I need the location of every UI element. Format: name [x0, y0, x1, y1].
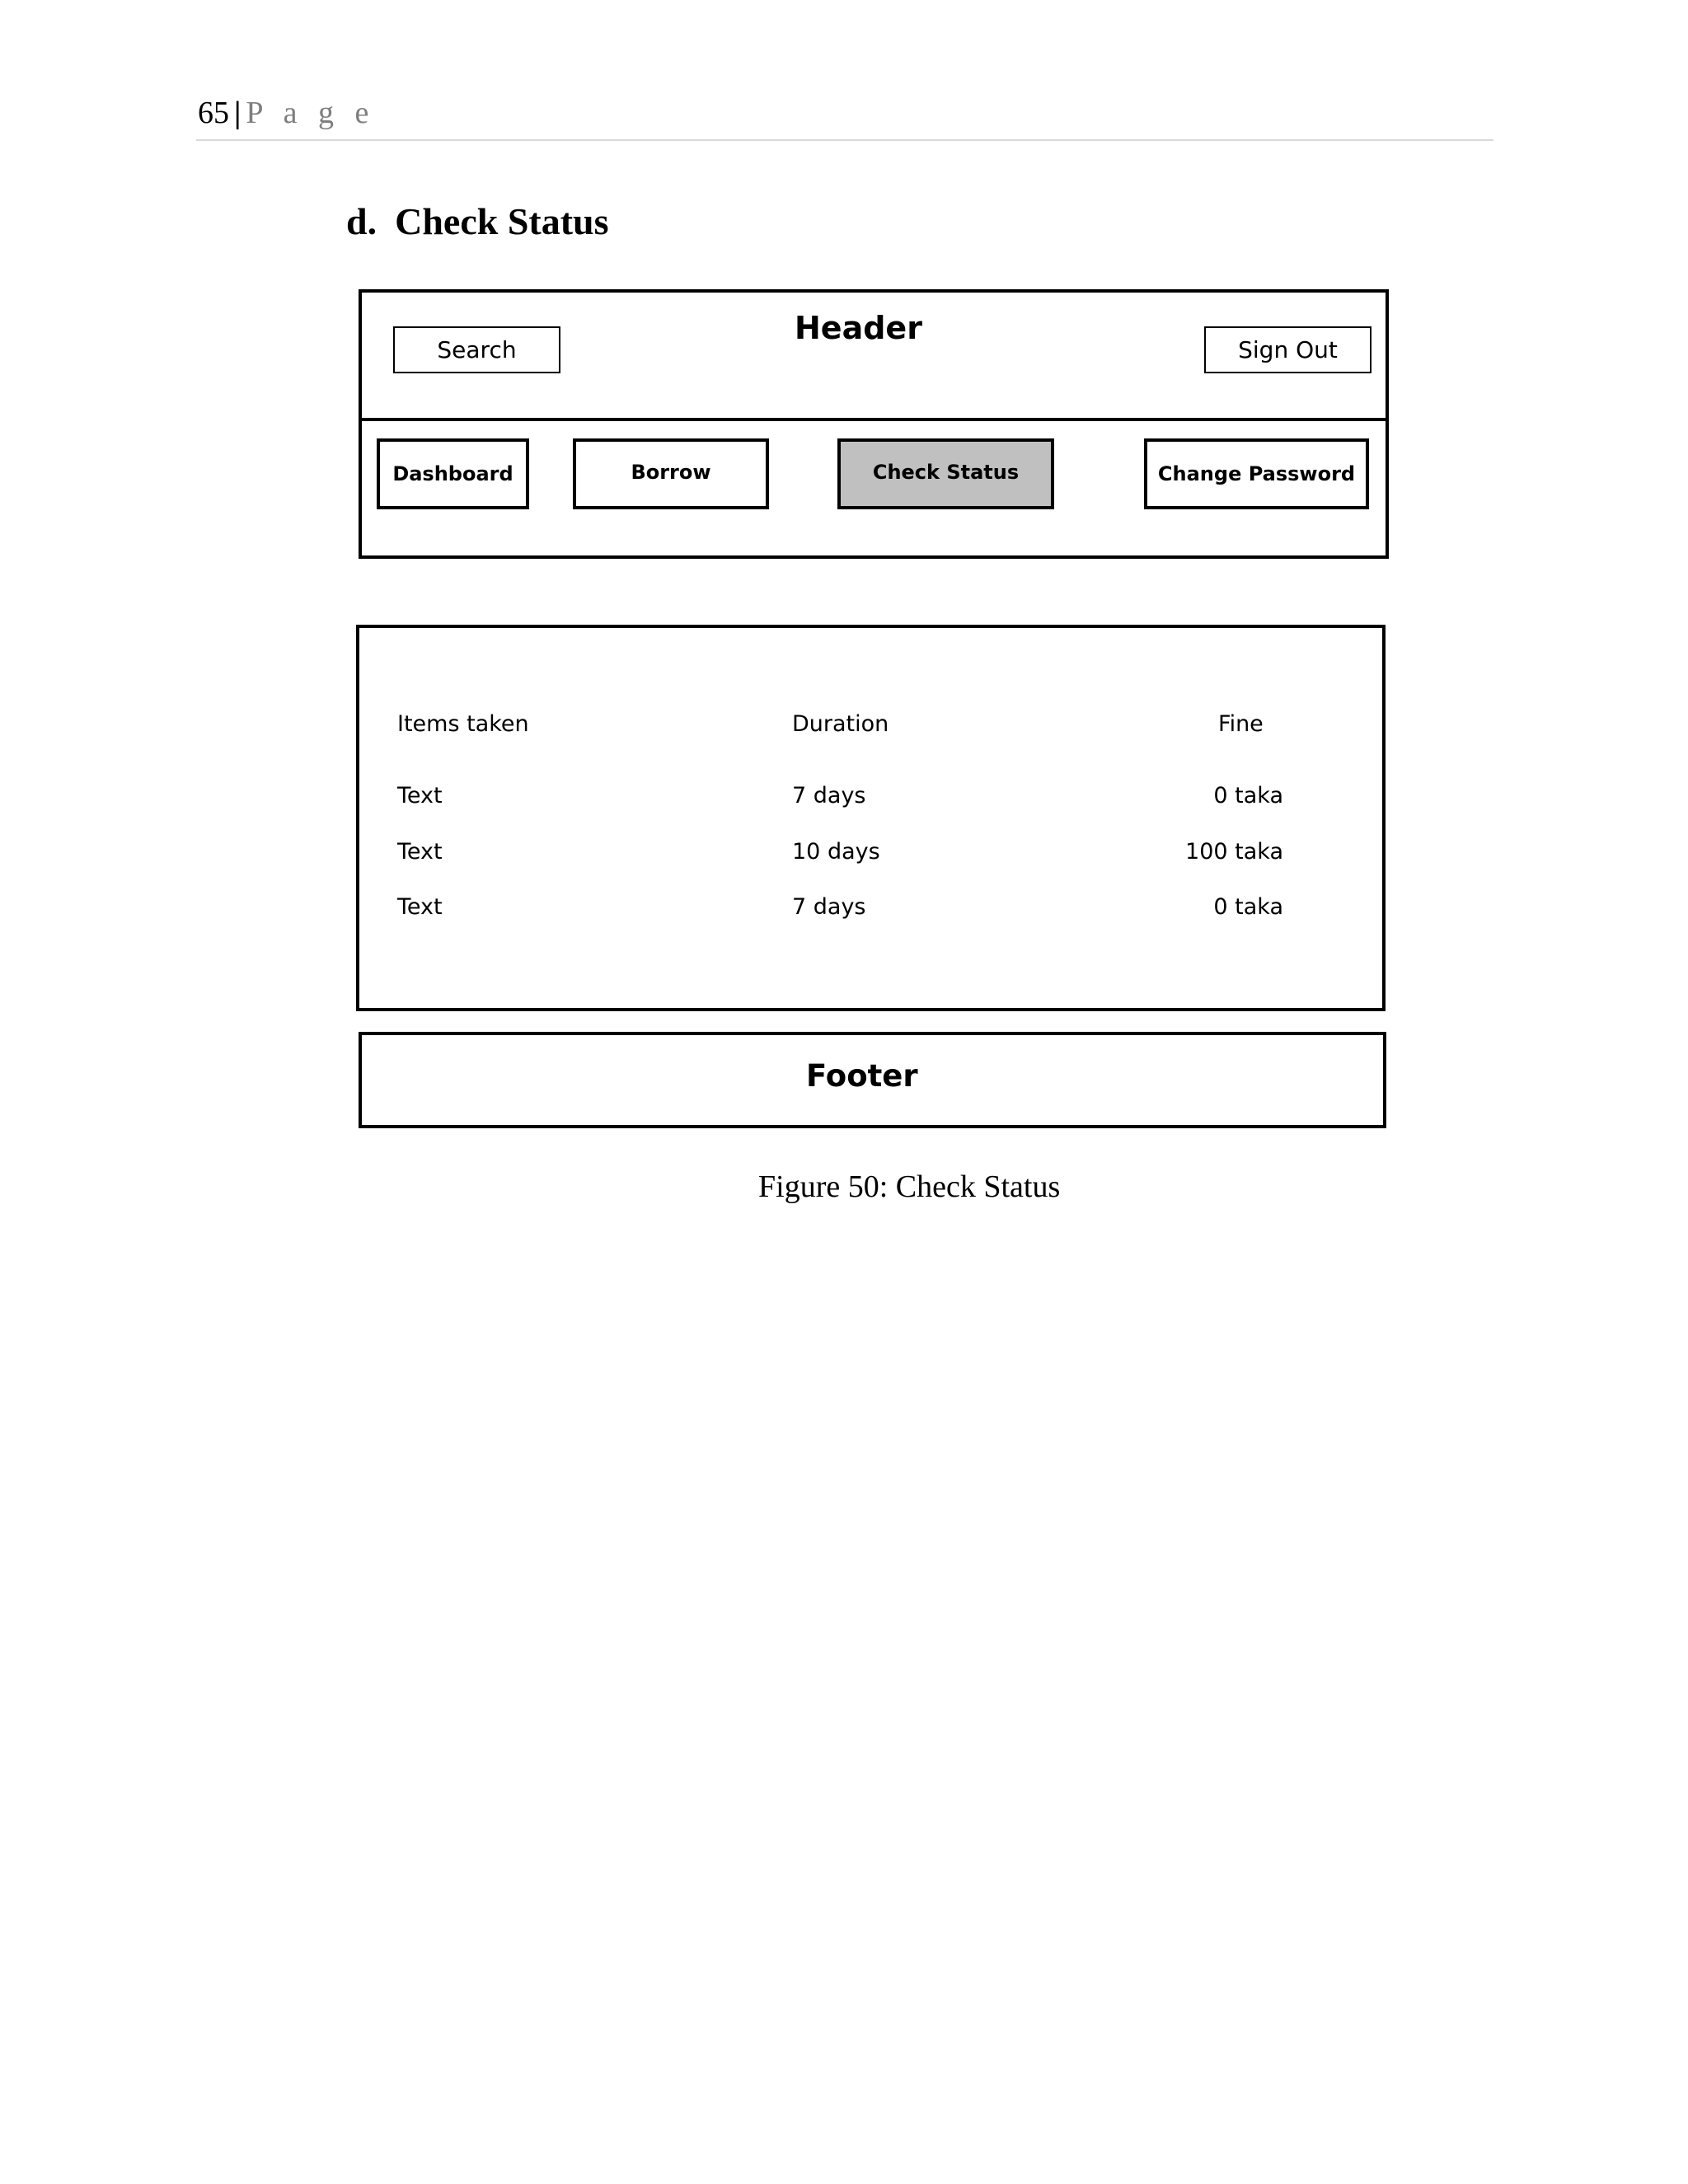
- column-header-fine: Fine: [1218, 711, 1264, 737]
- row-3-item: Text: [397, 894, 443, 920]
- footer-label: Footer: [806, 1058, 918, 1094]
- row-2-fine: 100 taka: [1185, 839, 1283, 865]
- row-3-fine: 0 taka: [1213, 894, 1283, 920]
- header-divider: [359, 418, 1389, 421]
- section-number: d.: [346, 200, 377, 242]
- section-heading: [346, 199, 609, 243]
- row-2-duration: 10 days: [792, 839, 880, 865]
- header-title: Header: [795, 310, 922, 346]
- header-rule: [196, 139, 1493, 141]
- page-header: [198, 97, 375, 129]
- nav-dashboard-button[interactable]: Dashboard: [377, 438, 529, 509]
- page-word: P a g e: [246, 96, 376, 130]
- section-title: Check Status: [395, 200, 609, 242]
- row-1-item: Text: [397, 783, 443, 808]
- row-2-item: Text: [397, 839, 443, 865]
- nav-change-password-button[interactable]: Change Password: [1144, 438, 1369, 509]
- column-header-items: Items taken: [397, 711, 529, 737]
- search-button[interactable]: Search: [393, 326, 560, 373]
- page-number: 65: [198, 96, 229, 130]
- row-1-duration: 7 days: [792, 783, 866, 808]
- status-table-frame: [356, 625, 1386, 1011]
- sign-out-button[interactable]: Sign Out: [1204, 326, 1372, 373]
- nav-borrow-button[interactable]: Borrow: [573, 438, 769, 509]
- row-3-duration: 7 days: [792, 894, 866, 920]
- column-header-duration: Duration: [792, 711, 889, 737]
- page-separator: |: [234, 96, 241, 130]
- row-1-fine: 0 taka: [1213, 783, 1283, 808]
- figure-caption: Figure 50: Check Status: [758, 1169, 1061, 1204]
- nav-check-status-button[interactable]: Check Status: [837, 438, 1054, 509]
